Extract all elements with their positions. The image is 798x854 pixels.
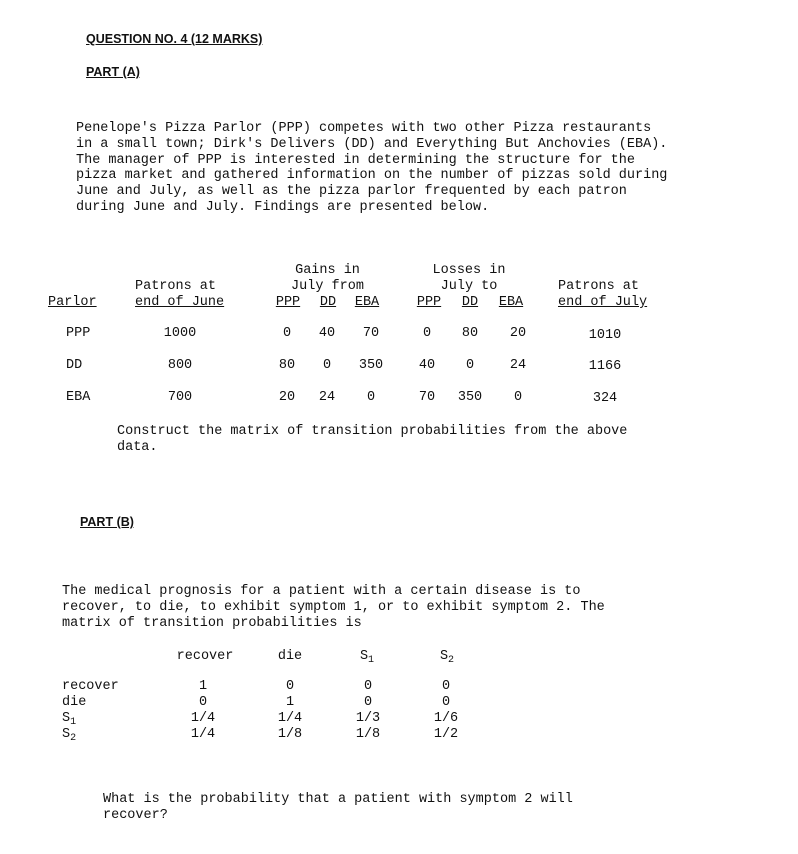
gains-header-line1: Gains in <box>295 263 360 278</box>
row-loss-eba: 20 <box>509 326 527 341</box>
part-a-instruction: Construct the matrix of transition probabilities from the above data. <box>117 424 628 455</box>
matrix-row-label: $S_2$ <box>62 727 77 744</box>
matrix-cell: 1 <box>285 695 295 710</box>
losses-sub-dd: DD <box>461 295 479 310</box>
row-june: 1000 <box>163 326 197 341</box>
matrix-cell: 0 <box>441 695 451 710</box>
matrix-row-label: recover <box>62 679 119 694</box>
july-header-line1: Patrons at <box>558 279 640 294</box>
matrix-cell: 1/8 <box>277 727 303 742</box>
matrix-cell: 1/4 <box>190 727 216 742</box>
matrix-cell: 0 <box>198 695 208 710</box>
row-july: 324 <box>592 391 618 406</box>
row-loss-dd: 80 <box>461 326 479 341</box>
row-parlor: DD <box>66 358 83 373</box>
july-header-line2: end of July <box>558 295 648 310</box>
matrix-cell: 1/8 <box>355 727 381 742</box>
question-title: QUESTION NO. 4 (12 MARKS) <box>86 32 263 46</box>
row-gain-eba: 350 <box>358 358 384 373</box>
matrix-cell: 1/4 <box>190 711 216 726</box>
part-a-intro: Penelope's Pizza Parlor (PPP) competes with two other Pizza restaurants in a small town; Dirk's Delivers (DD) and Everything But Anchovies (EBA). The manager of PPP is interested in determining the structure for the pizza market and gathered information on the number of pizzas sold during June and July, as well as the pizza parlor frequented by each patron during June and July. Findings are presented below. <box>76 121 668 215</box>
row-gain-eba: 0 <box>366 390 376 405</box>
june-header-line2: end of June <box>135 295 225 310</box>
row-gain-ppp: 20 <box>278 390 296 405</box>
row-loss-ppp: 70 <box>418 390 436 405</box>
matrix-cell: 1/3 <box>355 711 381 726</box>
matrix-cell: 0 <box>363 695 373 710</box>
matrix-col-die: die <box>277 649 303 664</box>
row-june: 700 <box>167 390 193 405</box>
matrix-cell: 1/6 <box>433 711 459 726</box>
june-header-line1: Patrons at <box>135 279 217 294</box>
part-b-intro: The medical prognosis for a patient with a certain disease is to recover, to die, to exhibit symptom 1, or to exhibit symptom 2. The matrix of transition probabilities is <box>62 584 605 631</box>
row-loss-eba: 0 <box>513 390 523 405</box>
gains-header-line2: July from <box>291 279 364 294</box>
row-gain-dd: 40 <box>318 326 336 341</box>
row-gain-eba: 70 <box>362 326 380 341</box>
gains-sub-ppp: PPP <box>275 295 301 310</box>
matrix-col-s2: $S_2$ <box>439 649 455 666</box>
row-loss-ppp: 0 <box>422 326 432 341</box>
losses-sub-eba: EBA <box>498 295 524 310</box>
matrix-col-s1: $S_1$ <box>359 649 375 666</box>
row-june: 800 <box>167 358 193 373</box>
matrix-row-label: $S_1$ <box>62 711 77 728</box>
row-loss-ppp: 40 <box>418 358 436 373</box>
row-gain-dd: 0 <box>322 358 332 373</box>
losses-header-line2: July to <box>440 279 498 294</box>
matrix-cell: 1/2 <box>433 727 459 742</box>
gains-sub-eba: EBA <box>354 295 380 310</box>
matrix-cell: 0 <box>441 679 451 694</box>
matrix-row-label: die <box>62 695 87 710</box>
row-parlor: PPP <box>66 326 91 341</box>
row-parlor: EBA <box>66 390 91 405</box>
row-gain-ppp: 0 <box>282 326 292 341</box>
part-a-label: PART (A) <box>86 65 140 79</box>
row-loss-dd: 0 <box>465 358 475 373</box>
losses-header-line1: Losses in <box>432 263 506 278</box>
part-b-question: What is the probability that a patient with symptom 2 will recover? <box>103 792 573 823</box>
row-loss-dd: 350 <box>457 390 483 405</box>
losses-sub-ppp: PPP <box>416 295 442 310</box>
matrix-cell: 1/4 <box>277 711 303 726</box>
row-july: 1166 <box>588 359 622 374</box>
matrix-cell: 1 <box>198 679 208 694</box>
part-b-label: PART (B) <box>80 515 134 529</box>
matrix-cell: 0 <box>285 679 295 694</box>
row-july: 1010 <box>588 328 622 343</box>
row-gain-dd: 24 <box>318 390 336 405</box>
matrix-cell: 0 <box>363 679 373 694</box>
parlor-header: Parlor <box>48 295 97 310</box>
gains-sub-dd: DD <box>319 295 337 310</box>
row-gain-ppp: 80 <box>278 358 296 373</box>
row-loss-eba: 24 <box>509 358 527 373</box>
matrix-col-recover: recover <box>176 649 234 664</box>
